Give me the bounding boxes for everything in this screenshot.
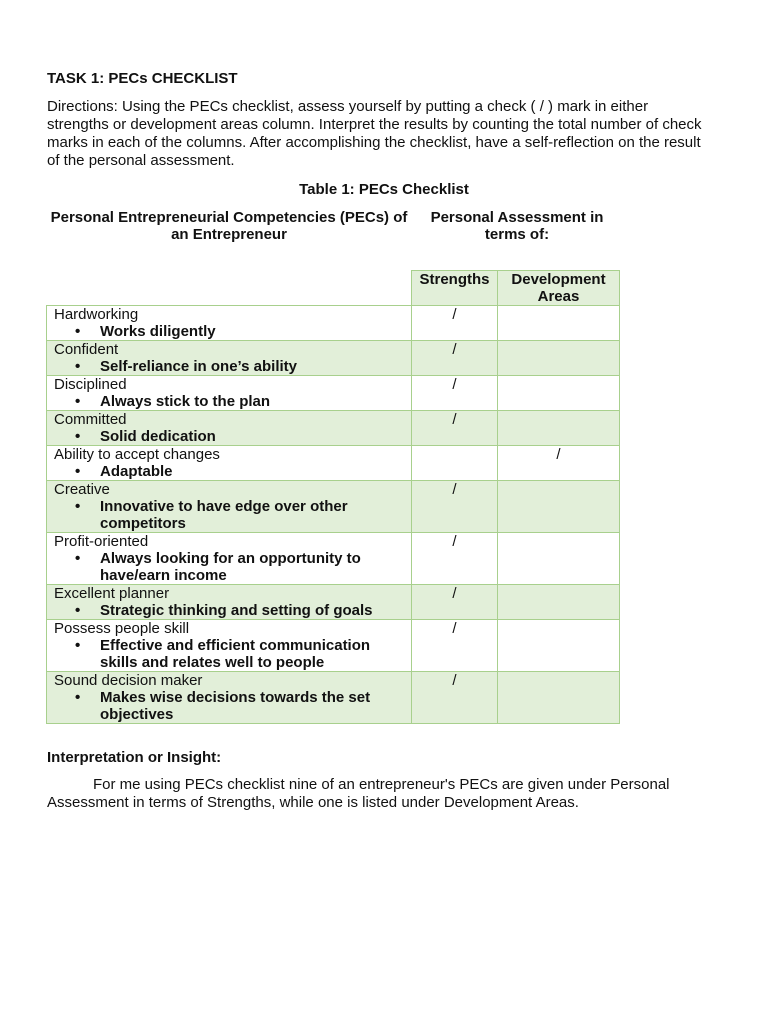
development-mark-cell	[498, 341, 620, 376]
development-mark-cell	[498, 481, 620, 533]
pec-cell	[47, 411, 412, 446]
pec-cell	[47, 620, 412, 672]
bullet-icon: •	[75, 323, 81, 340]
bullet-icon: •	[75, 393, 81, 410]
bullet-icon: •	[75, 428, 81, 445]
development-check-mark: /	[556, 446, 561, 463]
pec-description-text: Works diligently	[100, 323, 216, 340]
pec-name: Possess people skill	[54, 620, 190, 637]
pec-cell	[47, 672, 412, 724]
strength-check-mark: /	[452, 411, 457, 428]
strength-check-mark: /	[452, 376, 457, 393]
strength-check-mark: /	[452, 585, 457, 602]
table-title: Table 1: PECs Checklist	[299, 181, 469, 198]
bullet-icon: •	[75, 602, 81, 619]
bullet-icon: •	[75, 498, 81, 515]
pec-description-text: Self-reliance in one’s ability	[100, 358, 298, 375]
development-mark-cell	[498, 585, 620, 620]
strength-check-mark: /	[452, 620, 457, 637]
strength-check-mark: /	[452, 341, 457, 358]
strength-mark-cell	[412, 533, 498, 585]
pec-description-text: Strategic thinking and setting of goals	[100, 602, 373, 619]
bullet-icon: •	[75, 637, 81, 654]
header-assessment: Personal Assessment in terms of:	[430, 209, 604, 243]
column-header-row	[47, 271, 620, 306]
pec-cell	[47, 585, 412, 620]
strength-mark-cell	[412, 306, 498, 341]
table-row	[47, 585, 620, 620]
bullet-icon: •	[75, 463, 81, 480]
strength-mark-cell	[412, 585, 498, 620]
table-row	[47, 341, 620, 376]
development-mark-cell	[498, 376, 620, 411]
pecs-checklist-table	[46, 270, 620, 724]
pec-cell	[47, 306, 412, 341]
pec-description	[47, 463, 411, 480]
pec-name: Profit-oriented	[54, 533, 149, 550]
pec-description	[47, 602, 411, 619]
pec-cell	[47, 376, 412, 411]
pec-description-text: Always stick to the plan	[100, 393, 271, 410]
pec-description-text: Innovative to have edge over other competitors	[100, 498, 348, 532]
pec-description	[47, 498, 411, 532]
pec-name: Excellent planner	[54, 585, 170, 602]
pec-name: Hardworking	[54, 306, 139, 323]
pec-name: Sound decision maker	[54, 672, 203, 689]
strength-check-mark: /	[452, 481, 457, 498]
pec-name: Ability to accept changes	[54, 446, 220, 463]
pec-cell	[47, 533, 412, 585]
pec-cell	[47, 341, 412, 376]
development-mark-cell	[498, 446, 620, 481]
pec-name: Committed	[54, 411, 127, 428]
table-row	[47, 446, 620, 481]
interpretation-title: Interpretation or Insight:	[47, 749, 222, 766]
strength-check-mark: /	[452, 306, 457, 323]
pec-cell	[47, 481, 412, 533]
directions-text: Directions: Using the PECs checklist, assess yourself by putting a check ( / ) mark in either strengths or development areas column. Interpret the results by counting the total number of check marks in each of the columns. After accomplishing the checklist, have a self-reflection on the result of the personal assessment.	[47, 98, 702, 169]
development-mark-cell	[498, 533, 620, 585]
strength-check-mark: /	[452, 672, 457, 689]
table-row	[47, 672, 620, 724]
pec-description-text: Solid dedication	[100, 428, 216, 445]
pec-description	[47, 637, 411, 671]
development-mark-cell	[498, 411, 620, 446]
pec-description-text: Effective and efficient communication skills and relates well to people	[100, 637, 371, 671]
development-column-header: Development Areas	[498, 271, 620, 306]
development-mark-cell	[498, 672, 620, 724]
header-pecs: Personal Entrepreneurial Competencies (PECs) of an Entrepreneur	[50, 209, 408, 243]
bullet-icon: •	[75, 689, 81, 706]
development-mark-cell	[498, 620, 620, 672]
table-row	[47, 411, 620, 446]
pec-description-text: Makes wise decisions towards the set objectives	[100, 689, 371, 723]
checklist-rows	[47, 306, 620, 724]
strength-check-mark: /	[452, 533, 457, 550]
strength-mark-cell	[412, 446, 498, 481]
pec-description	[47, 393, 411, 410]
strength-mark-cell	[412, 341, 498, 376]
strength-mark-cell	[412, 481, 498, 533]
pec-name: Confident	[54, 341, 119, 358]
pec-name: Disciplined	[54, 376, 127, 393]
table-row	[47, 376, 620, 411]
bullet-icon: •	[75, 550, 81, 567]
bullet-icon: •	[75, 358, 81, 375]
table-row	[47, 620, 620, 672]
pec-description	[47, 358, 411, 375]
pec-description	[47, 323, 411, 340]
development-mark-cell	[498, 306, 620, 341]
strength-mark-cell	[412, 376, 498, 411]
strength-mark-cell	[412, 411, 498, 446]
pec-description	[47, 550, 411, 584]
pec-description	[47, 428, 411, 445]
pec-description-text: Adaptable	[100, 463, 173, 480]
pec-name: Creative	[54, 481, 110, 498]
strengths-column-header: Strengths	[412, 271, 498, 306]
table-row	[47, 481, 620, 533]
table-row	[47, 306, 620, 341]
blank-header-cell	[47, 271, 412, 306]
strength-mark-cell	[412, 620, 498, 672]
pec-cell	[47, 446, 412, 481]
strength-mark-cell	[412, 672, 498, 724]
interpretation-text: For me using PECs checklist nine of an entrepreneur's PECs are given under Personal Assessment in terms of Strengths, while one is listed under Development Areas.	[47, 776, 670, 811]
pec-description	[47, 689, 411, 723]
table-row	[47, 533, 620, 585]
pec-description-text: Always looking for an opportunity to have/earn income	[100, 550, 361, 584]
task-title: TASK 1: PECs CHECKLIST	[47, 70, 238, 87]
